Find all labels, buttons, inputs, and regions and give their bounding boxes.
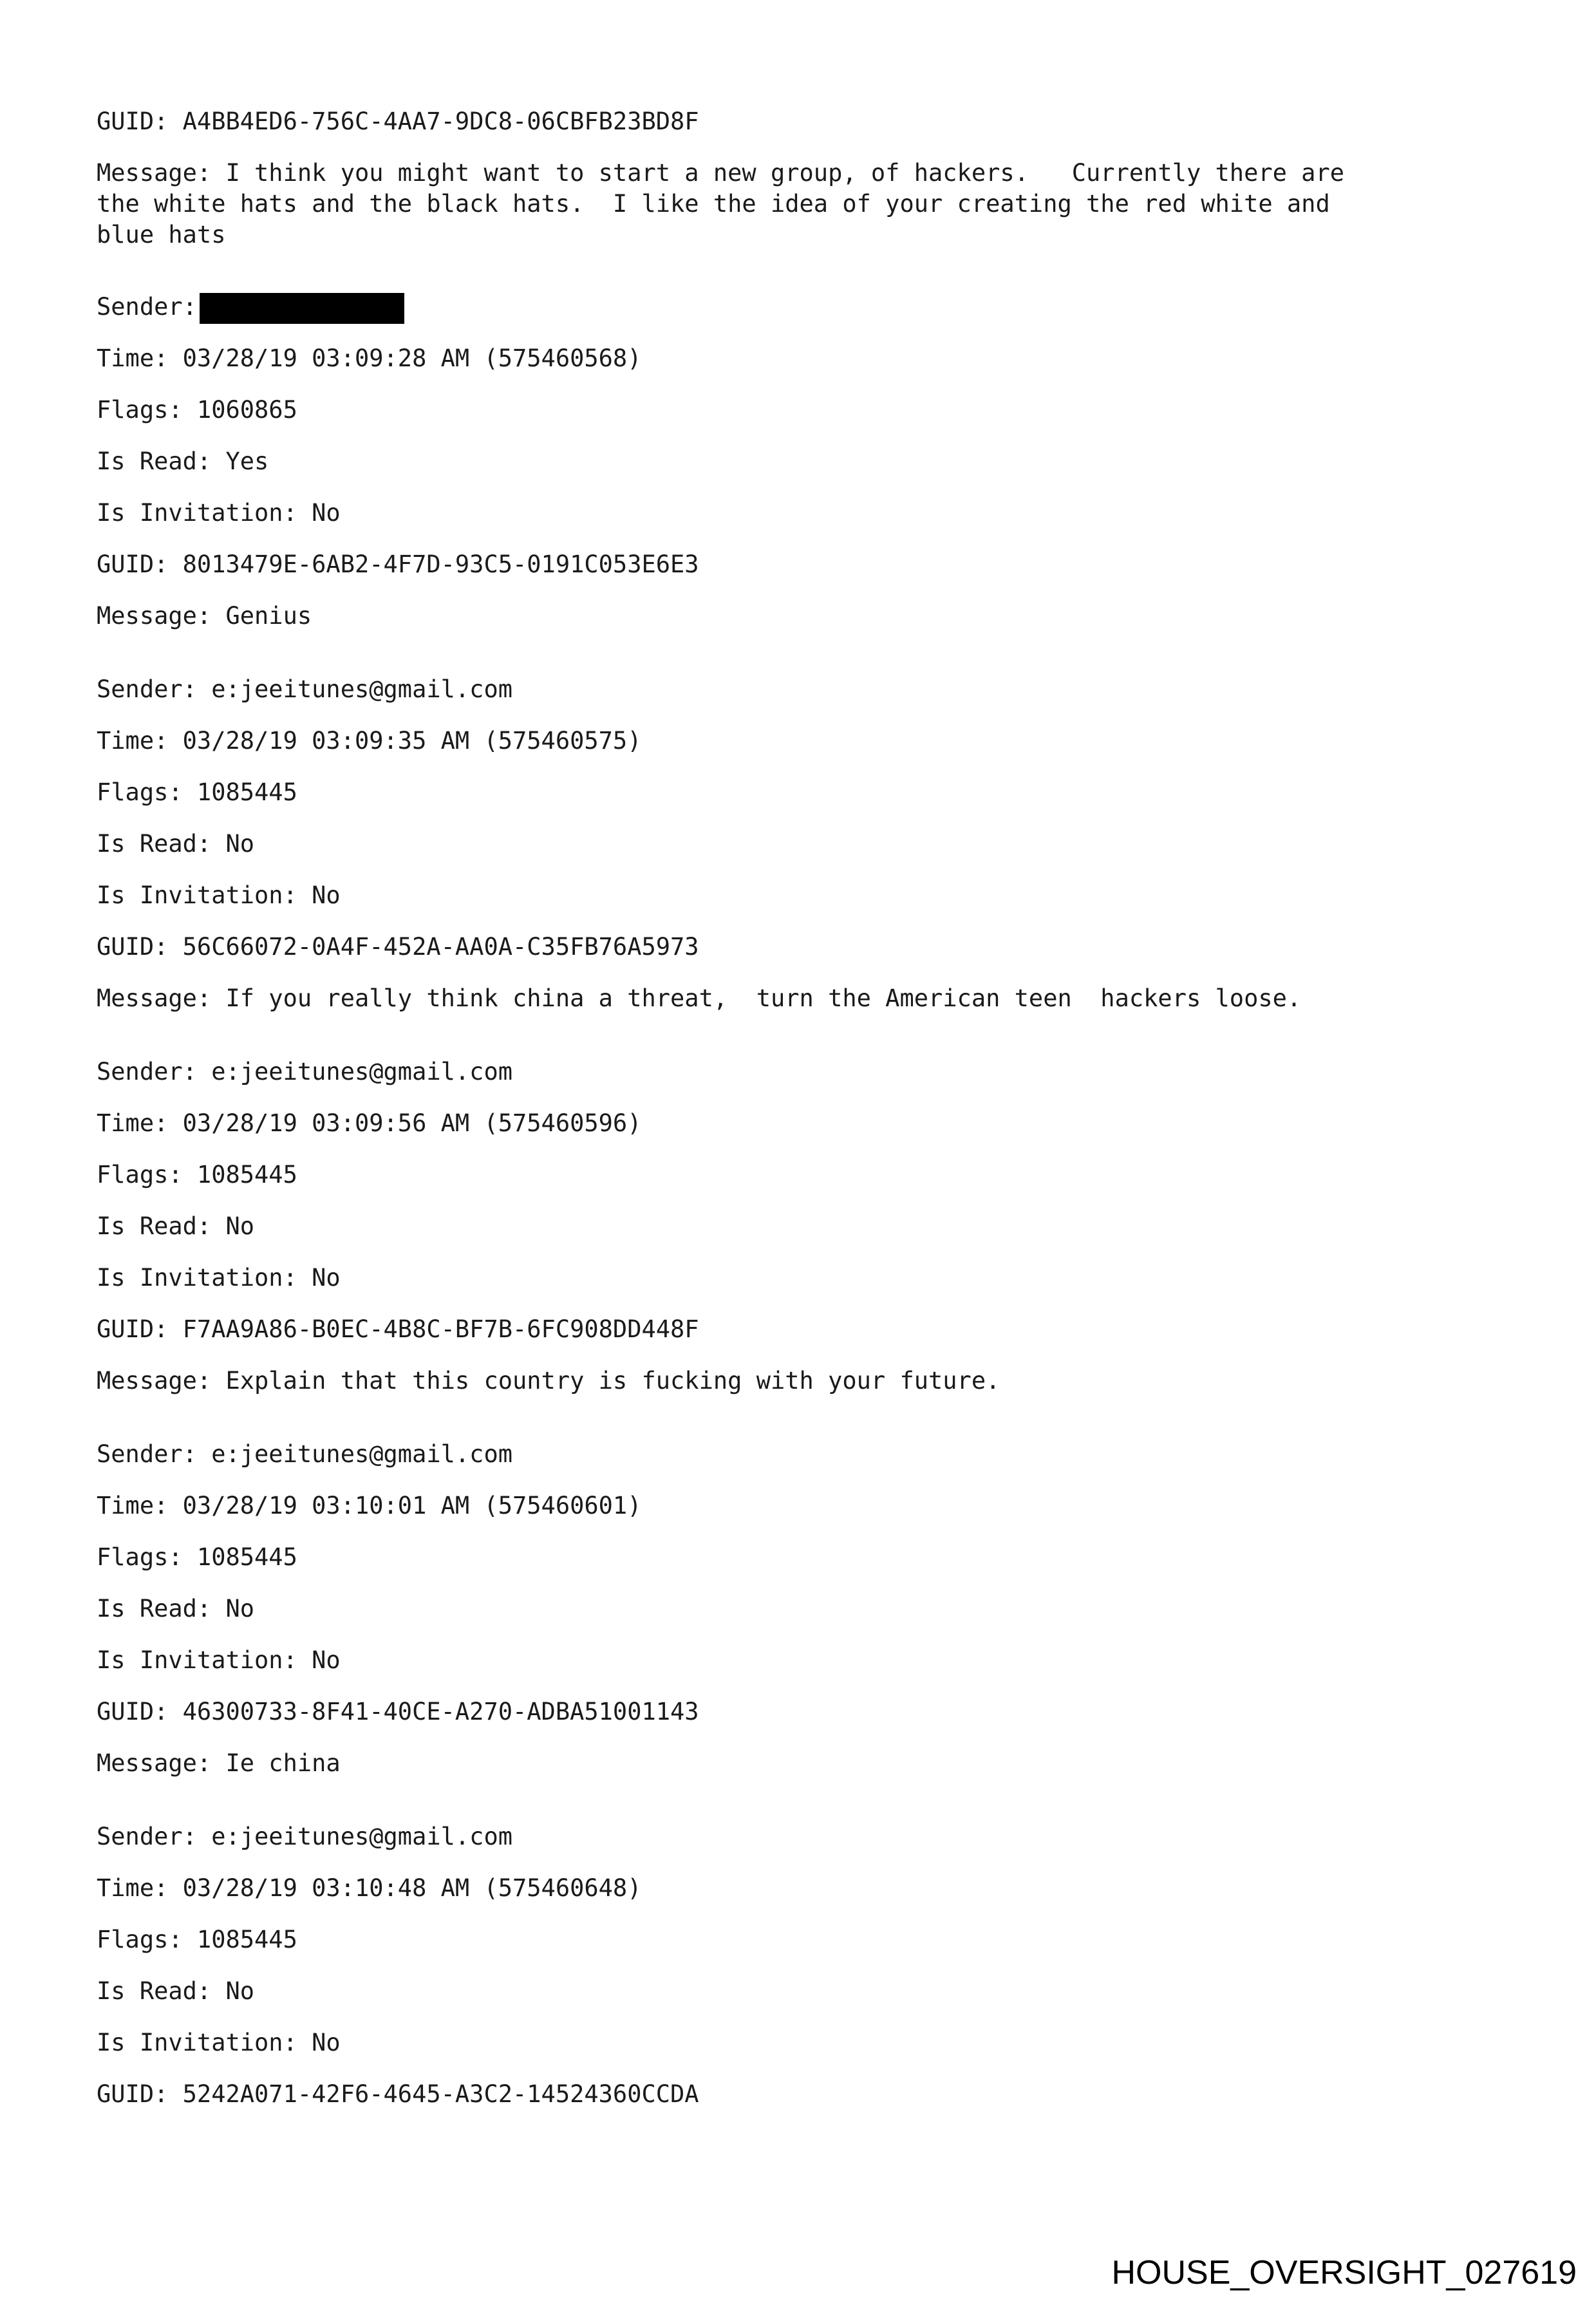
record-sender: Sender: e:jeeitunes@gmail.com: [97, 1058, 513, 1086]
record-is-invitation: Is Invitation: No: [97, 1264, 341, 1292]
record-time: Time: 03/28/19 03:10:48 AM (575460648): [97, 1874, 642, 1902]
record-is-invitation: Is Invitation: No: [97, 881, 341, 909]
record-is-invitation: Is Invitation: No: [97, 1646, 341, 1674]
record-is-read: Is Read: No: [97, 1977, 255, 2005]
record-message: Message: Genius: [97, 602, 312, 630]
record-sender: Sender: e:jeeitunes@gmail.com: [97, 1440, 513, 1468]
record-message: Message: If you really think china a threat, turn the American teen hackers loose.: [97, 984, 1302, 1012]
record-is-read: Is Read: Yes: [97, 447, 269, 475]
record-guid: GUID: 46300733-8F41-40CE-A270-ADBA51001143: [97, 1698, 699, 1725]
record-message: Message: Ie china: [97, 1749, 341, 1777]
record-sender: Sender:: [97, 293, 197, 321]
record-guid: GUID: F7AA9A86-B0EC-4B8C-BF7B-6FC908DD448F: [97, 1315, 699, 1343]
record-sender-line: [97, 292, 1513, 324]
record-is-invitation: Is Invitation: No: [97, 2029, 341, 2056]
record-flags: Flags: 1085445: [97, 778, 297, 806]
record-message-continued: the white hats and the black hats. I like the idea of your creating the red white and: [97, 190, 1330, 218]
record-is-read: Is Read: No: [97, 1212, 255, 1240]
record-is-read: Is Read: No: [97, 830, 255, 858]
record-guid: GUID: 8013479E-6AB2-4F7D-93C5-0191C053E6E3: [97, 550, 699, 578]
record-time: Time: 03/28/19 03:09:28 AM (575460568): [97, 344, 642, 372]
record-guid: GUID: 56C66072-0A4F-452A-AA0A-C35FB76A5973: [97, 933, 699, 961]
record-guid: GUID: A4BB4ED6-756C-4AA7-9DC8-06CBFB23BD8F: [97, 108, 699, 135]
record-flags: Flags: 1085445: [97, 1926, 297, 1953]
record-message: Message: I think you might want to start a new group, of hackers. Currently there are: [97, 159, 1345, 187]
record-time: Time: 03/28/19 03:09:56 AM (575460596): [97, 1109, 642, 1137]
redaction-box: [200, 293, 404, 324]
record-time: Time: 03/28/19 03:10:01 AM (575460601): [97, 1492, 642, 1519]
record-sender: Sender: e:jeeitunes@gmail.com: [97, 1823, 513, 1850]
record-sender: Sender: e:jeeitunes@gmail.com: [97, 675, 513, 703]
record-time: Time: 03/28/19 03:09:35 AM (575460575): [97, 727, 642, 755]
record-flags: Flags: 1060865: [97, 396, 297, 424]
record-flags: Flags: 1085445: [97, 1543, 297, 1571]
bates-number: HOUSE_OVERSIGHT_027619: [1111, 2254, 1577, 2291]
record-is-read: Is Read: No: [97, 1595, 255, 1622]
record-message: Message: Explain that this country is fucking with your future.: [97, 1367, 1000, 1395]
record-flags: Flags: 1085445: [97, 1161, 297, 1189]
record-is-invitation: Is Invitation: No: [97, 499, 341, 527]
record-guid: GUID: 5242A071-42F6-4645-A3C2-14524360CCDA: [97, 2080, 699, 2108]
record-message-continued: blue hats: [97, 221, 226, 249]
